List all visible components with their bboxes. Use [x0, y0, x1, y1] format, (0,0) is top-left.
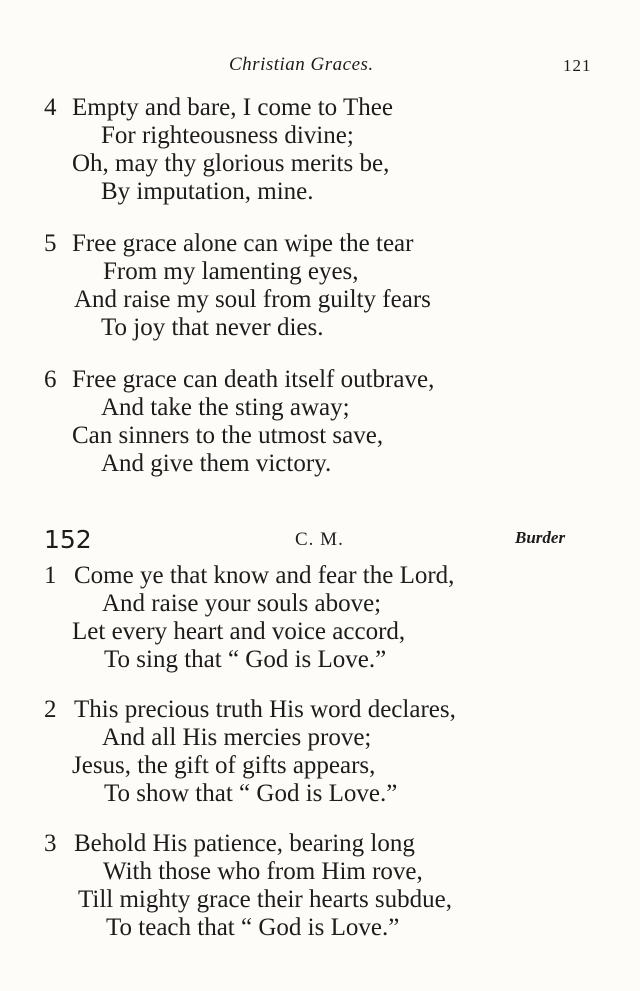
verse-line: Oh, may thy glorious merits be, [72, 150, 390, 177]
verse-line: To teach that “ God is Love.” [106, 914, 400, 941]
verse-line: And raise my soul from guilty fears [74, 286, 431, 313]
stanza-number: 6 [44, 366, 57, 393]
verse-line: Behold His patience, bearing long [74, 830, 415, 857]
verse-line: Till mighty grace their hearts subdue, [78, 886, 453, 913]
verse-line: From my lamenting eyes, [103, 258, 359, 285]
verse-line: For righteousness divine; [101, 122, 354, 149]
stanza-number: 4 [44, 94, 57, 121]
verse-line: Free grace alone can wipe the tear [72, 230, 414, 257]
verse-line: By imputation, mine. [101, 178, 314, 205]
stanza-number: 5 [44, 230, 57, 257]
verse-line: And take the sting away; [101, 394, 350, 421]
hymn-meter: C. M. [295, 529, 344, 550]
page-title: Christian Graces. [229, 54, 374, 75]
stanza-number: 1 [44, 562, 57, 589]
hymn-number: 152 [44, 525, 92, 554]
verse-line: And give them victory. [101, 450, 332, 477]
stanza-number: 2 [44, 696, 57, 723]
verse-line: To sing that “ God is Love.” [104, 646, 387, 673]
verse-line: To joy that never dies. [101, 314, 324, 341]
stanza-number: 3 [44, 830, 57, 857]
verse-line: Let every heart and voice accord, [72, 618, 406, 645]
verse-line: Empty and bare, I come to Thee [72, 94, 393, 121]
verse-line: And all His mercies prove; [102, 724, 372, 751]
page-number: 121 [563, 56, 592, 75]
verse-line: Free grace can death itself outbrave, [72, 366, 435, 393]
verse-line: Can sinners to the utmost save, [72, 422, 384, 449]
verse-line: To show that “ God is Love.” [104, 780, 398, 807]
hymn-composer: Burder [515, 528, 566, 547]
verse-line: With those who from Him rove, [103, 858, 423, 885]
verse-line: This precious truth His word declares, [74, 696, 456, 723]
verse-line: Jesus, the gift of gifts appears, [72, 752, 376, 779]
verse-line: Come ye that know and fear the Lord, [74, 562, 455, 589]
verse-line: And raise your souls above; [102, 590, 382, 617]
